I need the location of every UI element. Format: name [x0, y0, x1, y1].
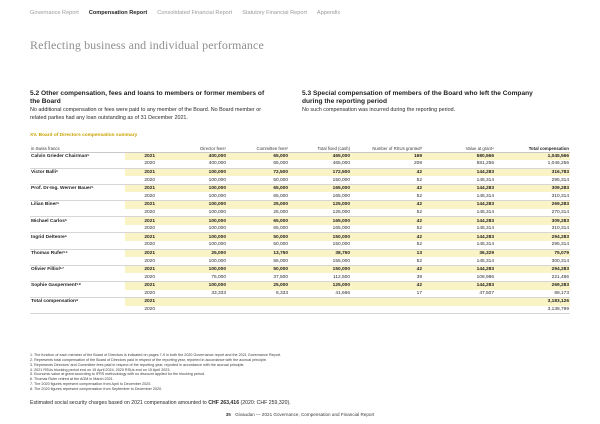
footnotes — [30, 353, 281, 392]
empty-cell — [351, 306, 423, 314]
director-fees-cell: 25,000 — [165, 249, 227, 257]
rsus-cell: 17 — [351, 290, 423, 298]
committee-fees-cell: 65,000 — [227, 192, 289, 200]
member-name-spacer — [30, 257, 125, 265]
member-name-spacer — [30, 209, 125, 217]
nav-item[interactable]: Compensation Report — [88, 10, 148, 16]
total-compensation-cell: 75,079 — [495, 249, 570, 257]
year-cell: 2021 — [125, 201, 165, 209]
committee-fees-cell: 13,750 — [227, 249, 289, 257]
value-at-grant-cell: 108,986 — [423, 273, 495, 281]
total-compensation-cell: 309,283 — [495, 184, 570, 192]
committee-fees-cell: 37,500 — [227, 273, 289, 281]
table-row — [30, 152, 570, 160]
director-fees-cell: 100,000 — [165, 225, 227, 233]
director-fees-cell: 100,000 — [165, 201, 227, 209]
value-at-grant-cell: 581,256 — [423, 160, 495, 168]
director-fees-cell: 100,000 — [165, 257, 227, 265]
value-at-grant-cell: 47,507 — [423, 290, 495, 298]
nav-item[interactable]: Appendix — [316, 10, 341, 16]
member-name: Calvin Grieder Chairman⁵ — [30, 152, 125, 160]
table-row — [30, 184, 570, 192]
director-fees-cell: 100,000 — [165, 282, 227, 290]
total-fixed-cell: 150,000 — [289, 176, 351, 184]
year-cell: 2021 — [125, 298, 165, 306]
total-compensation-cell: 270,314 — [495, 209, 570, 217]
committee-fees-cell: 50,000 — [227, 176, 289, 184]
total-fixed-cell: 125,000 — [289, 209, 351, 217]
page-number: 35 — [225, 412, 231, 417]
year-cell: 2020 — [125, 273, 165, 281]
empty-cell — [165, 298, 227, 306]
footnote: 6. Thomas Rufer retired at the AGM in March 2021. — [30, 377, 114, 382]
footnote: 3. Represents Directors' and Committee fees paid in respect of the reporting year, reported in accordance with the accrual principle. — [30, 362, 245, 367]
year-cell: 2020 — [125, 225, 165, 233]
member-name-spacer — [30, 192, 125, 200]
footnote: 4. 2021 RSUs blocking period end on 15 April 2024, 2020 RSUs end on 15 April 2023. — [30, 367, 171, 372]
footnote: 8. The 2020 figures represent compensation from September to December 2020. — [30, 386, 163, 391]
director-fees-cell: 100,000 — [165, 176, 227, 184]
footnote: 7. The 2020 figures represent compensation from April to December 2020. — [30, 382, 152, 387]
year-cell: 2020 — [125, 290, 165, 298]
footnote: 2. Represents total compensation of the Board of Directors paid in respect of the reporting year, reported in accordance with the accrual principle. — [30, 357, 267, 362]
total-compensation-cell: 269,283 — [495, 201, 570, 209]
committee-fees-cell: 50,000 — [227, 265, 289, 273]
total-fixed-cell: 150,000 — [289, 233, 351, 241]
director-fees-cell: 33,333 — [165, 290, 227, 298]
top-nav — [30, 10, 340, 16]
rsus-cell: 208 — [351, 160, 423, 168]
rsus-cell: 42 — [351, 184, 423, 192]
table-row — [30, 225, 570, 233]
value-at-grant-cell: 144,283 — [423, 265, 495, 273]
footer-text: Givaudan — 2021 Governance, Compensation and Financial Report — [235, 412, 375, 417]
empty-cell — [289, 306, 351, 314]
committee-fees-cell: 25,000 — [227, 201, 289, 209]
total-fixed-cell: 165,000 — [289, 217, 351, 225]
total-fixed-cell: 465,000 — [289, 160, 351, 168]
total-compensation-cell: 310,314 — [495, 225, 570, 233]
year-cell: 2020 — [125, 160, 165, 168]
member-name: Prof. Dr-Ing. Werner Bauer⁵ — [30, 184, 125, 192]
year-cell: 2020 — [125, 306, 165, 314]
table-row — [30, 257, 570, 265]
committee-fees-cell: 50,000 — [227, 241, 289, 249]
nav-item[interactable]: Consolidated Financial Report — [157, 10, 233, 16]
header-value-at-grant: Value at grant⁴ — [423, 145, 495, 152]
empty-cell — [165, 306, 227, 314]
total-compensation-cell: 1,045,566 — [495, 152, 570, 160]
table-header-row — [30, 145, 570, 152]
director-fees-cell: 100,000 — [165, 168, 227, 176]
total-fixed-cell: 165,000 — [289, 225, 351, 233]
committee-fees-cell: 25,000 — [227, 209, 289, 217]
empty-cell — [351, 298, 423, 306]
value-at-grant-cell: 145,314 — [423, 209, 495, 217]
committee-fees-cell: 25,000 — [227, 282, 289, 290]
value-at-grant-cell: 580,566 — [423, 152, 495, 160]
total-compensation-cell: 310,314 — [495, 192, 570, 200]
value-at-grant-cell: 144,283 — [423, 282, 495, 290]
year-cell: 2021 — [125, 249, 165, 257]
total-label-spacer — [30, 306, 125, 314]
value-at-grant-cell: 144,283 — [423, 201, 495, 209]
table-row — [30, 265, 570, 273]
rsus-cell: 42 — [351, 217, 423, 225]
total-fixed-cell: 150,000 — [289, 265, 351, 273]
table-row — [30, 160, 570, 168]
director-fees-cell: 75,000 — [165, 273, 227, 281]
table-row — [30, 217, 570, 225]
empty-cell — [423, 306, 495, 314]
year-cell: 2020 — [125, 241, 165, 249]
director-fees-cell: 100,000 — [165, 217, 227, 225]
year-cell: 2021 — [125, 217, 165, 225]
value-at-grant-cell: 145,314 — [423, 176, 495, 184]
rsus-cell: 42 — [351, 201, 423, 209]
total-compensation-cell: 295,314 — [495, 176, 570, 184]
year-cell: 2021 — [125, 265, 165, 273]
total-compensation-cell: 1,046,256 — [495, 160, 570, 168]
header-year — [125, 145, 165, 152]
value-at-grant-cell: 145,314 — [423, 192, 495, 200]
rsus-cell: 52 — [351, 209, 423, 217]
page-title: Reflecting business and individual performance — [30, 38, 264, 52]
committee-fees-cell: 50,000 — [227, 233, 289, 241]
empty-cell — [423, 298, 495, 306]
year-cell: 2020 — [125, 192, 165, 200]
value-at-grant-cell: 144,283 — [423, 233, 495, 241]
total-fixed-cell: 150,000 — [289, 241, 351, 249]
table-row — [30, 290, 570, 298]
rsus-cell: 52 — [351, 192, 423, 200]
social-suffix: (2020: CHF 259,320). — [239, 400, 291, 406]
value-at-grant-cell: 145,314 — [423, 241, 495, 249]
section-5-2 — [30, 90, 270, 123]
director-fees-cell: 100,000 — [165, 209, 227, 217]
table-row — [30, 209, 570, 217]
rsus-cell: 169 — [351, 152, 423, 160]
total-fixed-cell: 165,000 — [289, 192, 351, 200]
rsus-cell: 42 — [351, 282, 423, 290]
rsus-cell: 52 — [351, 176, 423, 184]
year-cell: 2020 — [125, 257, 165, 265]
member-name: Olivier Filliol⁵⁷ — [30, 265, 125, 273]
total-row — [30, 306, 570, 314]
year-cell: 2021 — [125, 168, 165, 176]
header-rsus-granted: Number of RSUs granted³ — [351, 145, 423, 152]
empty-cell — [289, 298, 351, 306]
header-unit: in Swiss francs — [30, 145, 125, 152]
total-label: Total compensation⁹ — [30, 298, 125, 306]
committee-fees-cell: 65,000 — [227, 225, 289, 233]
header-committee-fees: Committee fees² — [227, 145, 289, 152]
director-fees-cell: 100,000 — [165, 233, 227, 241]
table-row — [30, 192, 570, 200]
table-row — [30, 176, 570, 184]
section-5-3-heading: 5.3 Special compensation of members of the Board who left the Company during the reporting period — [302, 90, 533, 106]
year-cell: 2020 — [125, 209, 165, 217]
total-compensation-cell: 300,314 — [495, 257, 570, 265]
rsus-cell: 52 — [351, 241, 423, 249]
year-cell: 2021 — [125, 233, 165, 241]
nav-item[interactable]: Statutory Financial Report — [242, 10, 307, 16]
total-compensation-cell: 89,173 — [495, 290, 570, 298]
total-compensation-cell: 3,183,126 — [495, 298, 570, 306]
table-row — [30, 273, 570, 281]
table-row — [30, 201, 570, 209]
social-security-note — [30, 400, 291, 406]
member-name-spacer — [30, 290, 125, 298]
director-fees-cell: 100,000 — [165, 184, 227, 192]
director-fees-cell: 100,000 — [165, 192, 227, 200]
total-compensation-cell: 295,314 — [495, 241, 570, 249]
empty-cell — [227, 298, 289, 306]
total-compensation-cell: 294,283 — [495, 265, 570, 273]
total-compensation-cell: 316,783 — [495, 168, 570, 176]
rsus-cell: 13 — [351, 249, 423, 257]
nav-item[interactable]: Governance Report — [30, 10, 79, 16]
committee-fees-cell: 72,500 — [227, 168, 289, 176]
footnote: 1. The function of each member of the Board of Directors is indicated on pages 7-9 in both the 2020 Governance report and the 2021 Governance Report. — [30, 353, 282, 357]
footnote: 5. Economic value at grant according to IFRS methodology with no discount applied for the blocking period. — [30, 372, 206, 377]
member-name-spacer — [30, 176, 125, 184]
committee-fees-cell: 65,000 — [227, 217, 289, 225]
total-compensation-cell: 269,283 — [495, 282, 570, 290]
total-fixed-cell: 465,000 — [289, 152, 351, 160]
section-5-3-body: No such compensation was incurred during the reporting period. — [302, 107, 456, 114]
header-total-compensation: Total compensation — [495, 145, 570, 152]
member-name: Michael Carlos⁵ — [30, 217, 125, 225]
rsus-cell: 42 — [351, 265, 423, 273]
compensation-table — [30, 145, 570, 314]
section-5-2-heading: 5.2 Other compensation, fees and loans to members or former members of the Board — [30, 90, 265, 106]
committee-fees-cell: 65,000 — [227, 160, 289, 168]
page-footer — [0, 412, 600, 417]
year-cell: 2021 — [125, 282, 165, 290]
committee-fees-cell: 8,333 — [227, 290, 289, 298]
social-amount: CHF 263,416 — [208, 400, 240, 406]
total-fixed-cell: 38,750 — [289, 249, 351, 257]
director-fees-cell: 100,000 — [165, 241, 227, 249]
rsus-cell: 42 — [351, 233, 423, 241]
value-at-grant-cell: 144,283 — [423, 168, 495, 176]
member-name-spacer — [30, 273, 125, 281]
member-name: Thomas Rufer⁵⁶ — [30, 249, 125, 257]
director-fees-cell: 400,000 — [165, 160, 227, 168]
total-compensation-cell: 221,486 — [495, 273, 570, 281]
rsus-cell: 39 — [351, 273, 423, 281]
section-5-3 — [302, 90, 542, 115]
social-text: Estimated social security charges based on 2021 compensation amounted to — [30, 400, 209, 406]
member-name: Sophie Gasperment⁵⁸ — [30, 282, 125, 290]
table-row — [30, 282, 570, 290]
total-fixed-cell: 155,000 — [289, 257, 351, 265]
committee-fees-cell: 65,000 — [227, 184, 289, 192]
member-name: Ingrid Deltenre⁵ — [30, 233, 125, 241]
total-row — [30, 298, 570, 306]
section-5-2-body: No additional compensation or fees were paid to any member of the Board. No Board member or related parties had any loan outstanding as of 31 December 2021. — [30, 107, 262, 121]
table-row — [30, 168, 570, 176]
value-at-grant-cell: 145,314 — [423, 257, 495, 265]
total-fixed-cell: 125,000 — [289, 201, 351, 209]
header-director-fees: Director fees¹ — [165, 145, 227, 152]
total-fixed-cell: 125,000 — [289, 282, 351, 290]
year-cell: 2020 — [125, 176, 165, 184]
member-name-spacer — [30, 160, 125, 168]
rsus-cell: 52 — [351, 257, 423, 265]
member-name: Lilian Biner⁵ — [30, 201, 125, 209]
total-fixed-cell: 41,666 — [289, 290, 351, 298]
total-fixed-cell: 172,500 — [289, 168, 351, 176]
value-at-grant-cell: 145,314 — [423, 225, 495, 233]
director-fees-cell: 400,000 — [165, 152, 227, 160]
total-fixed-cell: 112,500 — [289, 273, 351, 281]
committee-fees-cell: 65,000 — [227, 152, 289, 160]
table-row — [30, 241, 570, 249]
member-name: Victor Balli⁵ — [30, 168, 125, 176]
value-at-grant-cell: 144,283 — [423, 184, 495, 192]
empty-cell — [227, 306, 289, 314]
member-name-spacer — [30, 241, 125, 249]
year-cell: 2021 — [125, 152, 165, 160]
total-fixed-cell: 165,000 — [289, 184, 351, 192]
value-at-grant-cell: 36,329 — [423, 249, 495, 257]
rsus-cell: 42 — [351, 168, 423, 176]
value-at-grant-cell: 144,283 — [423, 217, 495, 225]
table-row — [30, 249, 570, 257]
table-row — [30, 233, 570, 241]
committee-fees-cell: 55,000 — [227, 257, 289, 265]
header-total-fixed: Total fixed (cash) — [289, 145, 351, 152]
total-compensation-cell: 294,283 — [495, 233, 570, 241]
total-compensation-cell: 3,138,799 — [495, 306, 570, 314]
table-title: XV. Board of Directors compensation summary — [30, 133, 138, 138]
director-fees-cell: 100,000 — [165, 265, 227, 273]
member-name-spacer — [30, 225, 125, 233]
rsus-cell: 52 — [351, 225, 423, 233]
total-compensation-cell: 309,283 — [495, 217, 570, 225]
year-cell: 2021 — [125, 184, 165, 192]
